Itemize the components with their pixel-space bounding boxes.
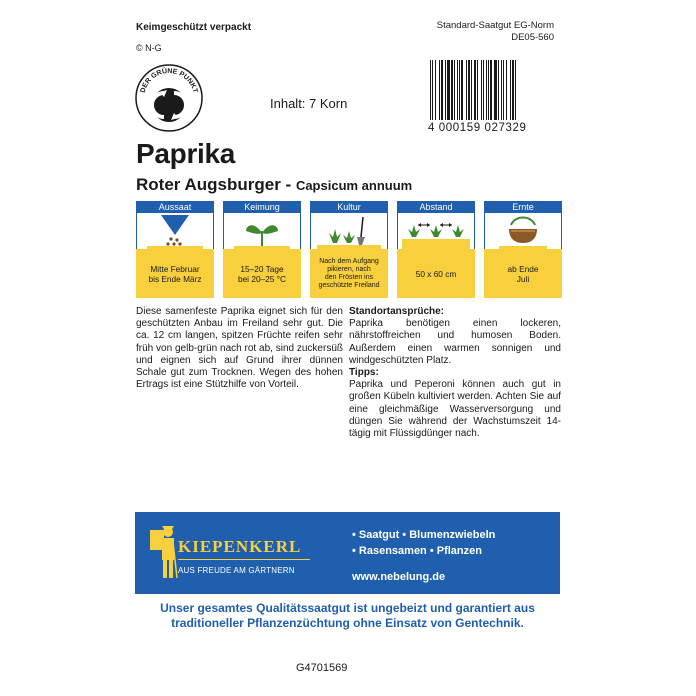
description: Diese samenfeste Paprika eignet sich für den geschützten Anbau im Freiland sehr gut. Die ca. 12 cm langen, spitzen Früchte reifen sehr früh von gelb-grün nach rot ab, sind zuckersüß und eignen sich auf Grund ihrer dünnen Schale gut zum Trocknen. Wegen des hohen Ertrags ist eine Stützhilfe von Vorteil. bbox=[136, 306, 343, 391]
icon-title: Abstand bbox=[397, 201, 475, 213]
barcode bbox=[430, 60, 557, 120]
seed-norm bbox=[437, 20, 554, 44]
icon-title: Ernte bbox=[484, 201, 562, 213]
location-text: Paprika benötigen einen lockeren, nährstoffreichen und humosen Boden. Außerdem einen warmen sonnigen und windgeschützten Platz. bbox=[349, 318, 561, 366]
website-link[interactable]: www.nebelung.de bbox=[352, 571, 446, 583]
brand-tagline: AUS FREUDE AM GÄRTNERN bbox=[178, 566, 295, 575]
kiepenkerl-figure-icon bbox=[146, 522, 178, 580]
copyright: © N-G bbox=[136, 43, 162, 53]
range-line: • Saatgut • Blumenzwiebeln bbox=[352, 529, 496, 541]
cultivation-icons bbox=[136, 201, 561, 298]
latin-name: Capsicum annuum bbox=[295, 178, 413, 193]
icon-text: 15–20 Tage bei 20–25 °C bbox=[223, 249, 301, 298]
brand-name: KIEPENKERL bbox=[178, 537, 302, 556]
icon-title: Keimung bbox=[223, 201, 301, 213]
icon-text: ab Ende Juli bbox=[484, 249, 562, 298]
spade-plant-icon bbox=[310, 213, 388, 249]
brand-divider bbox=[178, 559, 310, 560]
icon-text: 50 x 60 cm bbox=[397, 249, 475, 298]
product-name: Paprika bbox=[136, 138, 236, 169]
barcode-number: 4 000159 027329 bbox=[428, 122, 527, 134]
spacing-icon bbox=[397, 213, 475, 249]
article-code: G4701569 bbox=[296, 662, 348, 674]
icon-text: Mitte Februar bis Ende März bbox=[136, 249, 214, 298]
norm-label: Standard-Saatgut EG-Norm bbox=[436, 20, 554, 31]
harvest-bowl-icon bbox=[484, 213, 562, 249]
svg-text:DER GRÜNE PUNKT: DER GRÜNE PUNKT bbox=[139, 67, 199, 94]
icon-title: Kultur bbox=[310, 201, 388, 213]
tips-heading: Tipps: bbox=[349, 367, 379, 379]
icon-keimung bbox=[223, 201, 301, 298]
quality-note bbox=[135, 601, 560, 631]
product-variety bbox=[136, 175, 412, 195]
content-amount: Inhalt: 7 Korn bbox=[270, 96, 348, 111]
care-info bbox=[349, 306, 561, 440]
icon-aussaat bbox=[136, 201, 214, 298]
range-line: • Rasensamen • Pflanzen bbox=[352, 544, 482, 557]
variety-name: Roter Augsburger - bbox=[136, 175, 296, 194]
norm-code: DE05-560 bbox=[511, 32, 554, 43]
icon-text: Nach dem Aufgang pikieren, nach den Frösten ins geschützte Freiland bbox=[310, 249, 388, 298]
seed-packet-icon bbox=[136, 213, 214, 249]
green-dot-logo bbox=[134, 63, 204, 133]
quality-line: Unser gesamtes Qualitätssaatgut ist ungebeizt und garantiert aus bbox=[160, 601, 535, 615]
packed-note: Keimgeschützt verpackt bbox=[136, 22, 252, 33]
icon-ernte bbox=[484, 201, 562, 298]
quality-line: traditioneller Pflanzenzüchtung ohne Einsatz von Gentechnik. bbox=[171, 616, 524, 630]
product-range bbox=[352, 528, 495, 559]
icon-title: Aussaat bbox=[136, 201, 214, 213]
icon-abstand bbox=[397, 201, 475, 298]
seedling-icon bbox=[223, 213, 301, 249]
tips-text: Paprika und Peperoni können auch gut in großen Kübeln kultiviert werden. Achten Sie auf eine gleichmäßige Wasserversorgung und düngen Sie während der Wachstumszeit 14-tägig mit Flüssigdünger nach. bbox=[349, 379, 561, 440]
icon-kultur bbox=[310, 201, 388, 298]
location-heading: Standortansprüche: bbox=[349, 306, 445, 317]
